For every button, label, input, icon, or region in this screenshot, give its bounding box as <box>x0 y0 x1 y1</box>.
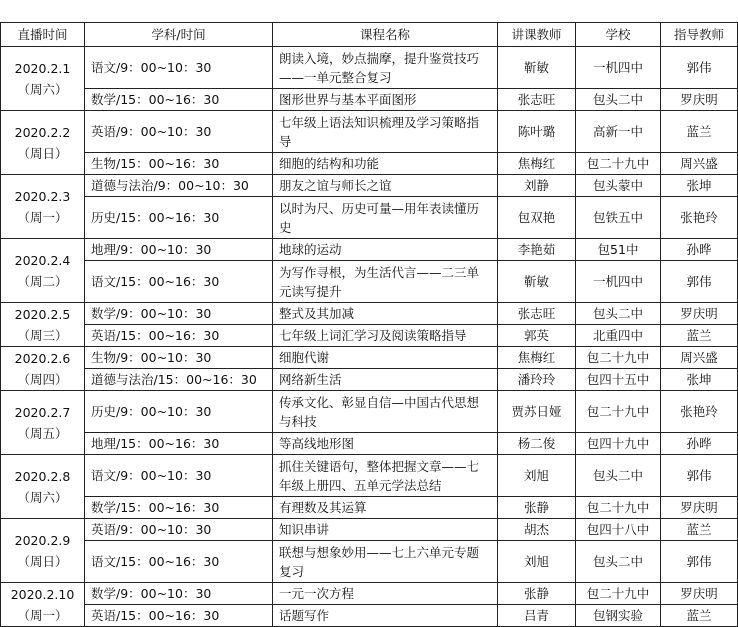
advisor-cell: 罗庆明 <box>661 497 738 519</box>
advisor-cell: 郭伟 <box>661 455 738 497</box>
course-name-cell: 传承文化、彰显自信—中国古代思想与科技 <box>273 391 498 433</box>
lecturer-cell: 靳敏 <box>498 47 576 89</box>
broadcast-weekday: （周三） <box>17 327 68 343</box>
broadcast-date: 2020.2.10 <box>10 586 75 602</box>
school-cell: 北重四中 <box>576 325 661 347</box>
school-cell: 包头蒙中 <box>576 175 661 197</box>
table-row <box>1 347 738 369</box>
lecturer-cell: 李艳茹 <box>498 239 576 261</box>
school-cell: 包铁五中 <box>576 197 661 239</box>
broadcast-date: 2020.2.7 <box>14 404 71 420</box>
subject-time-cell: 数学/15：00~16：30 <box>85 89 273 111</box>
table-row <box>1 325 738 347</box>
school-cell: 一机四中 <box>576 47 661 89</box>
course-name-cell: 以时为尺、历史可量—用年表读懂历史 <box>273 197 498 239</box>
table-row <box>1 197 738 239</box>
date-cell <box>1 175 85 239</box>
subject-time-cell: 地理/15：00~16：30 <box>85 433 273 455</box>
lecturer-cell: 焦梅红 <box>498 347 576 369</box>
lecturer-cell: 刘旭 <box>498 455 576 497</box>
subject-time-cell: 道德与法治/9：00~10：30 <box>85 175 273 197</box>
course-name-cell: 细胞代谢 <box>273 347 498 369</box>
lecturer-cell: 陈叶璐 <box>498 111 576 153</box>
course-name-cell: 联想与想象妙用——七上六单元专题复习 <box>273 541 498 583</box>
school-cell: 包钢实验 <box>576 605 661 627</box>
advisor-cell: 郭伟 <box>661 261 738 303</box>
subject-time-cell: 数学/15：00~16：30 <box>85 497 273 519</box>
table-row <box>1 541 738 583</box>
table-row <box>1 433 738 455</box>
subject-time-cell: 道德与法治/15：00~16：30 <box>85 369 273 391</box>
broadcast-date: 2020.2.2 <box>14 124 71 140</box>
lecturer-cell: 包双艳 <box>498 197 576 239</box>
broadcast-weekday: （周四） <box>17 371 68 387</box>
subject-time-cell: 数学/9：00~10：30 <box>85 583 273 605</box>
date-cell <box>1 391 85 455</box>
broadcast-date: 2020.2.5 <box>14 306 71 322</box>
school-cell: 包四十八中 <box>576 519 661 541</box>
course-name-cell: 有理数及其运算 <box>273 497 498 519</box>
school-cell: 包头二中 <box>576 541 661 583</box>
school-cell: 包二十九中 <box>576 347 661 369</box>
course-name-cell: 朋友之谊与师长之谊 <box>273 175 498 197</box>
subject-time-cell: 生物/9：00~10：30 <box>85 347 273 369</box>
advisor-cell: 周兴盛 <box>661 153 738 175</box>
subject-time-cell: 语文/15：00~16：30 <box>85 541 273 583</box>
course-name-cell: 话题写作 <box>273 605 498 627</box>
header-row <box>1 23 738 47</box>
date-cell <box>1 47 85 111</box>
course-name-cell: 细胞的结构和功能 <box>273 153 498 175</box>
advisor-cell: 张艳玲 <box>661 391 738 433</box>
subject-time-cell: 英语/9：00~10：30 <box>85 519 273 541</box>
advisor-cell: 罗庆明 <box>661 89 738 111</box>
table-row <box>1 369 738 391</box>
table-row <box>1 303 738 325</box>
date-cell <box>1 519 85 583</box>
advisor-cell: 张坤 <box>661 369 738 391</box>
course-name-cell: 地球的运动 <box>273 239 498 261</box>
broadcast-date: 2020.2.6 <box>14 350 71 366</box>
table-row <box>1 497 738 519</box>
lecturer-cell: 刘静 <box>498 175 576 197</box>
header-school: 学校 <box>576 23 661 47</box>
lecturer-cell: 贾苏日娅 <box>498 391 576 433</box>
school-cell: 包51中 <box>576 239 661 261</box>
header-advisor: 指导教师 <box>661 23 738 47</box>
subject-time-cell: 地理/9：00~10：30 <box>85 239 273 261</box>
course-name-cell: 七年级上词汇学习及阅读策略指导 <box>273 325 498 347</box>
school-cell: 包四十九中 <box>576 433 661 455</box>
subject-time-cell: 语文/9：00~10：30 <box>85 47 273 89</box>
advisor-cell: 蓝兰 <box>661 519 738 541</box>
lecturer-cell: 杨二俊 <box>498 433 576 455</box>
broadcast-weekday: （周日） <box>17 553 68 569</box>
table-row <box>1 89 738 111</box>
course-name-cell: 知识串讲 <box>273 519 498 541</box>
header-course-name: 课程名称 <box>273 23 498 47</box>
advisor-cell: 罗庆明 <box>661 583 738 605</box>
school-cell: 包四十五中 <box>576 369 661 391</box>
course-name-cell: 网络新生活 <box>273 369 498 391</box>
course-name-cell: 为写作寻根，为生活代言——二三单元读写提升 <box>273 261 498 303</box>
header-broadcast-time: 直播时间 <box>1 23 85 47</box>
lecturer-cell: 张志旺 <box>498 303 576 325</box>
table-row <box>1 605 738 627</box>
subject-time-cell: 生物/15：00~16：30 <box>85 153 273 175</box>
advisor-cell: 蓝兰 <box>661 325 738 347</box>
school-cell: 包二十九中 <box>576 153 661 175</box>
lecturer-cell: 焦梅红 <box>498 153 576 175</box>
table-row <box>1 239 738 261</box>
lecturer-cell: 胡杰 <box>498 519 576 541</box>
broadcast-date: 2020.2.4 <box>14 252 71 268</box>
broadcast-date: 2020.2.3 <box>14 188 71 204</box>
broadcast-weekday: （周五） <box>17 425 68 441</box>
lecturer-cell: 潘玲玲 <box>498 369 576 391</box>
date-cell <box>1 347 85 391</box>
date-cell <box>1 303 85 347</box>
date-cell <box>1 111 85 175</box>
broadcast-date: 2020.2.8 <box>14 468 71 484</box>
table-row <box>1 261 738 303</box>
advisor-cell: 郭伟 <box>661 47 738 89</box>
advisor-cell: 张艳玲 <box>661 197 738 239</box>
school-cell: 包头二中 <box>576 89 661 111</box>
school-cell: 高新一中 <box>576 111 661 153</box>
header-lecturer: 讲课教师 <box>498 23 576 47</box>
broadcast-weekday: （周一） <box>17 607 68 623</box>
course-name-cell: 朗读入境，妙点揣摩，提升鉴赏技巧——一单元整合复习 <box>273 47 498 89</box>
course-name-cell: 一元一次方程 <box>273 583 498 605</box>
table-row <box>1 153 738 175</box>
table-row <box>1 47 738 89</box>
advisor-cell: 周兴盛 <box>661 347 738 369</box>
lecturer-cell: 刘旭 <box>498 541 576 583</box>
school-cell: 包头二中 <box>576 455 661 497</box>
subject-time-cell: 英语/9：00~10：30 <box>85 111 273 153</box>
advisor-cell: 蓝兰 <box>661 605 738 627</box>
date-cell <box>1 239 85 303</box>
school-cell: 包头二中 <box>576 303 661 325</box>
lecturer-cell: 吕青 <box>498 605 576 627</box>
advisor-cell: 孙晔 <box>661 433 738 455</box>
broadcast-weekday: （周一） <box>17 209 68 225</box>
lecturer-cell: 张静 <box>498 583 576 605</box>
lecturer-cell: 张静 <box>498 497 576 519</box>
broadcast-weekday: （周日） <box>17 145 68 161</box>
live-schedule-table <box>0 22 738 627</box>
course-name-cell: 七年级上语法知识梳理及学习策略指导 <box>273 111 498 153</box>
course-name-cell: 等高线地形图 <box>273 433 498 455</box>
course-name-cell: 抓住关键语句，整体把握文章——七年级上册四、五单元学法总结 <box>273 455 498 497</box>
subject-time-cell: 历史/15：00~16：30 <box>85 197 273 239</box>
table-row <box>1 111 738 153</box>
table-row <box>1 391 738 433</box>
subject-time-cell: 数学/9：00~10：30 <box>85 303 273 325</box>
subject-time-cell: 英语/15：00~16：30 <box>85 325 273 347</box>
table-row <box>1 455 738 497</box>
broadcast-weekday: （周二） <box>17 273 68 289</box>
school-cell: 包二十九中 <box>576 497 661 519</box>
table-row <box>1 583 738 605</box>
table-row <box>1 519 738 541</box>
lecturer-cell: 张志旺 <box>498 89 576 111</box>
course-name-cell: 图形世界与基本平面图形 <box>273 89 498 111</box>
date-cell <box>1 583 85 627</box>
broadcast-weekday: （周六） <box>17 489 68 505</box>
subject-time-cell: 语文/9：00~10：30 <box>85 455 273 497</box>
school-cell: 包二十九中 <box>576 583 661 605</box>
table-row <box>1 175 738 197</box>
subject-time-cell: 语文/15：00~16：30 <box>85 261 273 303</box>
date-cell <box>1 455 85 519</box>
lecturer-cell: 郭英 <box>498 325 576 347</box>
subject-time-cell: 历史/9：00~10：30 <box>85 391 273 433</box>
advisor-cell: 罗庆明 <box>661 303 738 325</box>
schedule-body <box>1 47 738 627</box>
broadcast-date: 2020.2.9 <box>14 532 71 548</box>
course-name-cell: 整式及其加减 <box>273 303 498 325</box>
subject-time-cell: 英语/15：00~16：30 <box>85 605 273 627</box>
advisor-cell: 郭伟 <box>661 541 738 583</box>
broadcast-weekday: （周六） <box>17 81 68 97</box>
header-subject-time: 学科/时间 <box>85 23 273 47</box>
broadcast-date: 2020.2.1 <box>14 60 71 76</box>
advisor-cell: 蓝兰 <box>661 111 738 153</box>
school-cell: 一机四中 <box>576 261 661 303</box>
school-cell: 包二十九中 <box>576 391 661 433</box>
advisor-cell: 张坤 <box>661 175 738 197</box>
lecturer-cell: 靳敏 <box>498 261 576 303</box>
advisor-cell: 孙晔 <box>661 239 738 261</box>
